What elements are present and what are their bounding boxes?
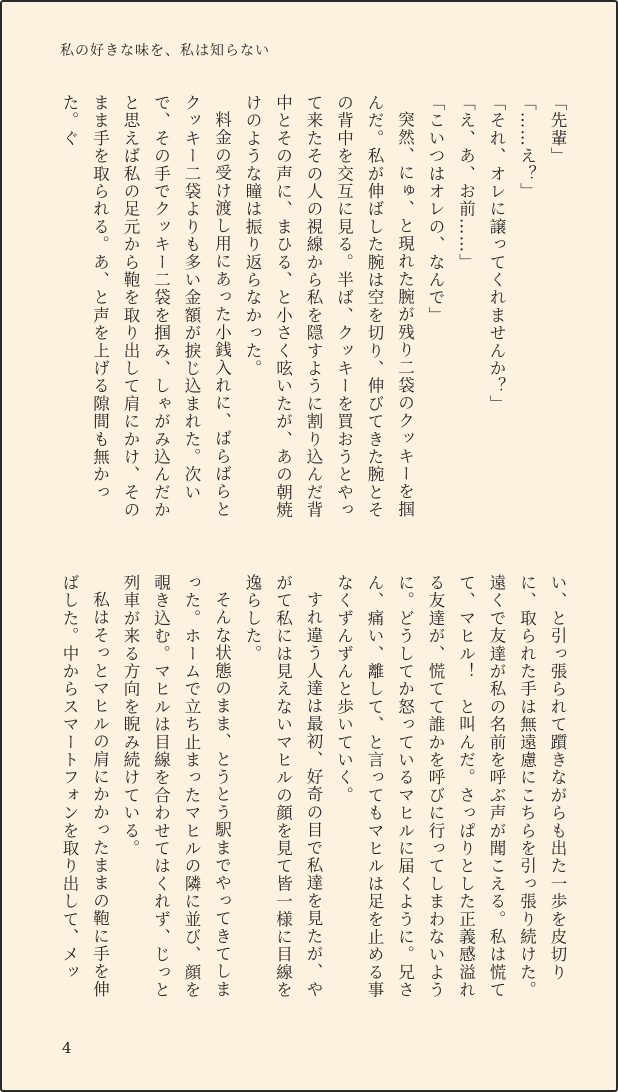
- paragraph: 突然、にゅ、と現れた腕が残り二袋のクッキーを掴んだ。私が伸ばした腕は空を切り、伸びてきた腕とその背中を交互に見る。半ば、クッキーを買おうとやって来たその人の視線から私を隠すように割り込んだ背中とその声に、まひる、と小さく呟いたが、あの朝焼けのような瞳は振り返らなかった。: [243, 94, 415, 519]
- paragraph: い、と引っ張られて躓きながらも出た一歩を皮切りに、取られた手は無遠慮にこちらを引っ張り続けた。遠くで友達が私の名前を呼ぶ声が聞こえる。私は慌てて、マヒル！ と叫んだ。さっぱりとした正義感溢れる友達が、慌てて誰かを呼びに行ってしまわないように。どうしてか怒っているマヒルに届くように。兄さん、痛い、離して、と言ってもマヒルは足を止める事なくずんずんと歩いていく。: [334, 574, 567, 999]
- upper-text-block: [52, 94, 572, 534]
- paragraph: すれ違う人達は最初、好奇の目で私達を見たが、やがて私には見えないマヒルの顔を見て皆一様に目線を逸らした。: [243, 574, 323, 999]
- paragraph: 私はそっとマヒルの肩にかかったままの鞄に手を伸ばした。中からスマートフォンを取り出して、メッ: [60, 574, 110, 998]
- lower-text-block: [52, 574, 572, 1014]
- paragraph: 「……え？」: [517, 94, 537, 201]
- paragraph: 「先輩」: [548, 94, 567, 165]
- paragraph: 「え、あ、お前……」: [456, 94, 476, 271]
- page-number: 4: [62, 1039, 72, 1057]
- paragraph: 料金の受け渡し用にあった小銭入れに、ばらばらとクッキー二袋よりも多い金額が捩じ込まれた。次いで、その手でクッキー二袋を掴み、しゃがみ込んだかと思えば私の足元から鞄を取り出して肩にかけ、そのまま手を取られる。あ、と声を上げる隙間も無かった。ぐ: [60, 94, 232, 519]
- paragraph: 「こいつはオレの、なんで」: [426, 94, 445, 325]
- running-title: 私の好きな味を、私は知らない: [60, 43, 270, 59]
- paragraph: そんな状態のまま、とうとう駅までやってきてしまった。ホームで立ち止まったマヒルの隣に並び、顔を覗き込む。マヒルは目線を合わせてはくれず、じっと列車が来る方向を睨み続けている。: [121, 574, 232, 999]
- paragraph: 「それ、オレに譲ってくれませんか？」: [487, 94, 506, 413]
